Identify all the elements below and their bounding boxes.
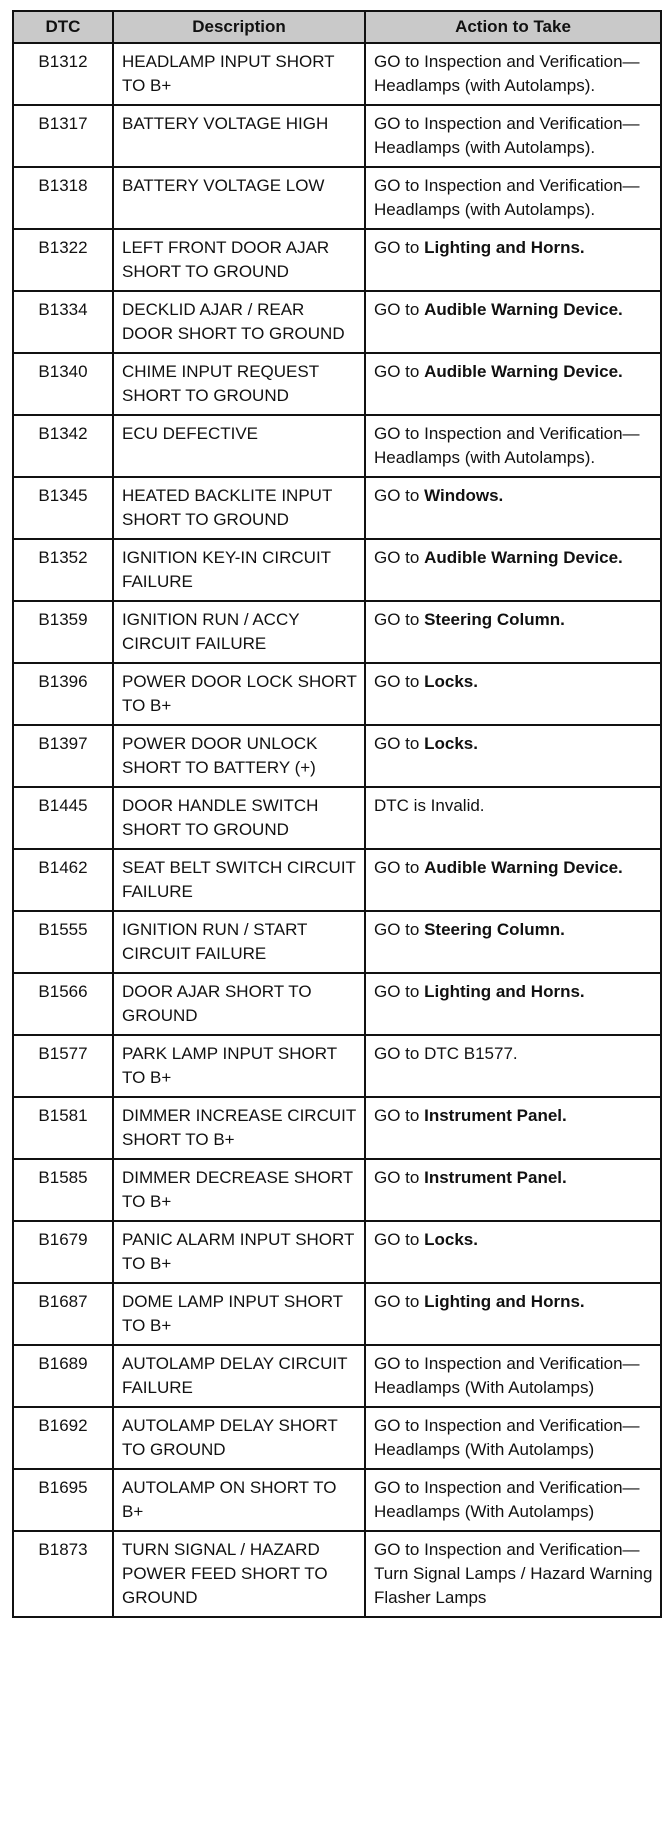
action-prefix: GO to [374, 52, 420, 71]
table-row [13, 1469, 661, 1531]
dtc-code: B1342 [13, 415, 113, 477]
dtc-action [365, 663, 661, 725]
dtc-action [365, 601, 661, 663]
action-prefix: GO to [374, 1292, 420, 1311]
table-row [13, 105, 661, 167]
dtc-code: B1322 [13, 229, 113, 291]
action-target-link: Lighting and Horns. [424, 982, 585, 1001]
dtc-code: B1462 [13, 849, 113, 911]
dtc-description: ECU DEFECTIVE [113, 415, 365, 477]
dtc-action [365, 167, 661, 229]
dtc-code: B1577 [13, 1035, 113, 1097]
dtc-description: DECKLID AJAR / REAR DOOR SHORT TO GROUND [113, 291, 365, 353]
table-row [13, 43, 661, 105]
action-prefix: GO to [374, 548, 420, 567]
action-target-link: Inspection and Verification—Turn Signal Lamps / Hazard Warning Flasher Lamps [374, 1540, 653, 1607]
dtc-action [365, 1283, 661, 1345]
dtc-code: B1689 [13, 1345, 113, 1407]
action-prefix: GO to [374, 362, 420, 381]
action-prefix: GO to [374, 858, 420, 877]
action-target-link: Windows. [424, 486, 504, 505]
dtc-description: BATTERY VOLTAGE LOW [113, 167, 365, 229]
dtc-description: IGNITION KEY-IN CIRCUIT FAILURE [113, 539, 365, 601]
action-prefix: GO to [374, 1168, 420, 1187]
dtc-description: POWER DOOR LOCK SHORT TO B+ [113, 663, 365, 725]
action-prefix: GO to [374, 1354, 420, 1373]
dtc-description: IGNITION RUN / START CIRCUIT FAILURE [113, 911, 365, 973]
dtc-code: B1345 [13, 477, 113, 539]
dtc-code: B1334 [13, 291, 113, 353]
table-row [13, 1283, 661, 1345]
action-target-link: Lighting and Horns. [424, 1292, 585, 1311]
dtc-description: PARK LAMP INPUT SHORT TO B+ [113, 1035, 365, 1097]
dtc-code: B1581 [13, 1097, 113, 1159]
table-row [13, 229, 661, 291]
header-dtc: DTC [13, 11, 113, 43]
dtc-description: DOOR AJAR SHORT TO GROUND [113, 973, 365, 1035]
dtc-action [365, 973, 661, 1035]
table-header-row [13, 11, 661, 43]
table-row [13, 911, 661, 973]
table-row [13, 1097, 661, 1159]
action-prefix: GO to [374, 300, 420, 319]
dtc-code: B1873 [13, 1531, 113, 1617]
table-row [13, 725, 661, 787]
dtc-action [365, 229, 661, 291]
dtc-action [365, 911, 661, 973]
dtc-description: HEATED BACKLITE INPUT SHORT TO GROUND [113, 477, 365, 539]
table-row [13, 1221, 661, 1283]
dtc-description: SEAT BELT SWITCH CIRCUIT FAILURE [113, 849, 365, 911]
table-row [13, 973, 661, 1035]
dtc-table-page [12, 10, 660, 1618]
action-target-link: Inspection and Verification—Headlamps (with Autolamps). [374, 114, 640, 157]
dtc-action [365, 105, 661, 167]
dtc-description: AUTOLAMP DELAY SHORT TO GROUND [113, 1407, 365, 1469]
action-target-link: Instrument Panel. [424, 1168, 567, 1187]
table-row [13, 1531, 661, 1617]
table-body [13, 43, 661, 1617]
dtc-code: B1397 [13, 725, 113, 787]
dtc-action [365, 353, 661, 415]
action-prefix: GO to [374, 610, 420, 629]
action-prefix: GO to [374, 1230, 420, 1249]
dtc-description: DIMMER INCREASE CIRCUIT SHORT TO B+ [113, 1097, 365, 1159]
table-row [13, 1159, 661, 1221]
table-row [13, 539, 661, 601]
table-row [13, 787, 661, 849]
action-target-link: Audible Warning Device. [424, 362, 623, 381]
action-prefix: GO to [374, 1416, 420, 1435]
dtc-action [365, 1531, 661, 1617]
dtc-description: AUTOLAMP DELAY CIRCUIT FAILURE [113, 1345, 365, 1407]
dtc-code: B1359 [13, 601, 113, 663]
dtc-action [365, 1407, 661, 1469]
dtc-code: B1566 [13, 973, 113, 1035]
action-target-link: Inspection and Verification—Headlamps (with Autolamps). [374, 424, 640, 467]
action-target-link: Audible Warning Device. [424, 300, 623, 319]
action-target-link: Locks. [424, 1230, 478, 1249]
dtc-action [365, 43, 661, 105]
action-target-link: DTC B1577. [424, 1044, 518, 1063]
dtc-code: B1695 [13, 1469, 113, 1531]
header-action: Action to Take [365, 11, 661, 43]
action-target-link: Inspection and Verification—Headlamps (with Autolamps). [374, 176, 640, 219]
dtc-code: B1692 [13, 1407, 113, 1469]
dtc-description: POWER DOOR UNLOCK SHORT TO BATTERY (+) [113, 725, 365, 787]
action-target-link: Inspection and Verification—Headlamps (With Autolamps) [374, 1416, 640, 1459]
table-row [13, 1035, 661, 1097]
action-prefix: GO to [374, 176, 420, 195]
action-prefix: GO to [374, 1044, 420, 1063]
dtc-description: DOOR HANDLE SWITCH SHORT TO GROUND [113, 787, 365, 849]
table-row [13, 1345, 661, 1407]
dtc-action [365, 1469, 661, 1531]
dtc-code: B1312 [13, 43, 113, 105]
dtc-description: CHIME INPUT REQUEST SHORT TO GROUND [113, 353, 365, 415]
table-row [13, 849, 661, 911]
action-prefix: GO to [374, 672, 420, 691]
dtc-description: TURN SIGNAL / HAZARD POWER FEED SHORT TO GROUND [113, 1531, 365, 1617]
action-target-link: Locks. [424, 672, 478, 691]
action-prefix: GO to [374, 982, 420, 1001]
dtc-code: B1396 [13, 663, 113, 725]
dtc-description: DIMMER DECREASE SHORT TO B+ [113, 1159, 365, 1221]
dtc-action [365, 1159, 661, 1221]
dtc-code: B1352 [13, 539, 113, 601]
action-target-link: Locks. [424, 734, 478, 753]
dtc-description: PANIC ALARM INPUT SHORT TO B+ [113, 1221, 365, 1283]
dtc-action [365, 477, 661, 539]
dtc-action [365, 1221, 661, 1283]
action-target-link: DTC is Invalid. [374, 796, 485, 815]
table-row [13, 477, 661, 539]
dtc-action [365, 787, 661, 849]
table-row [13, 1407, 661, 1469]
action-target-link: Inspection and Verification—Headlamps (With Autolamps) [374, 1478, 640, 1521]
action-prefix: GO to [374, 734, 420, 753]
action-target-link: Lighting and Horns. [424, 238, 585, 257]
table-row [13, 291, 661, 353]
action-prefix: GO to [374, 1540, 420, 1559]
action-target-link: Audible Warning Device. [424, 548, 623, 567]
dtc-code: B1555 [13, 911, 113, 973]
table-row [13, 353, 661, 415]
dtc-code: B1585 [13, 1159, 113, 1221]
dtc-description: IGNITION RUN / ACCY CIRCUIT FAILURE [113, 601, 365, 663]
dtc-description: HEADLAMP INPUT SHORT TO B+ [113, 43, 365, 105]
dtc-action [365, 1035, 661, 1097]
action-prefix: GO to [374, 1478, 420, 1497]
dtc-code: B1318 [13, 167, 113, 229]
action-target-link: Audible Warning Device. [424, 858, 623, 877]
dtc-code: B1317 [13, 105, 113, 167]
dtc-code: B1340 [13, 353, 113, 415]
action-prefix: GO to [374, 1106, 420, 1125]
dtc-description: LEFT FRONT DOOR AJAR SHORT TO GROUND [113, 229, 365, 291]
dtc-action [365, 415, 661, 477]
dtc-action [365, 1345, 661, 1407]
dtc-description: BATTERY VOLTAGE HIGH [113, 105, 365, 167]
action-prefix: GO to [374, 238, 420, 257]
table-row [13, 167, 661, 229]
action-prefix: GO to [374, 114, 420, 133]
dtc-code: B1679 [13, 1221, 113, 1283]
dtc-code: B1445 [13, 787, 113, 849]
dtc-action [365, 849, 661, 911]
dtc-table [12, 10, 662, 1618]
dtc-action [365, 539, 661, 601]
action-prefix: GO to [374, 424, 420, 443]
dtc-action [365, 1097, 661, 1159]
action-prefix: GO to [374, 920, 420, 939]
dtc-code: B1687 [13, 1283, 113, 1345]
action-prefix: GO to [374, 486, 420, 505]
header-description: Description [113, 11, 365, 43]
dtc-description: AUTOLAMP ON SHORT TO B+ [113, 1469, 365, 1531]
action-target-link: Steering Column. [424, 920, 565, 939]
table-row [13, 663, 661, 725]
table-row [13, 415, 661, 477]
dtc-action [365, 291, 661, 353]
action-target-link: Inspection and Verification—Headlamps (With Autolamps) [374, 1354, 640, 1397]
dtc-action [365, 725, 661, 787]
action-target-link: Instrument Panel. [424, 1106, 567, 1125]
action-target-link: Steering Column. [424, 610, 565, 629]
action-target-link: Inspection and Verification—Headlamps (with Autolamps). [374, 52, 640, 95]
dtc-description: DOME LAMP INPUT SHORT TO B+ [113, 1283, 365, 1345]
table-row [13, 601, 661, 663]
